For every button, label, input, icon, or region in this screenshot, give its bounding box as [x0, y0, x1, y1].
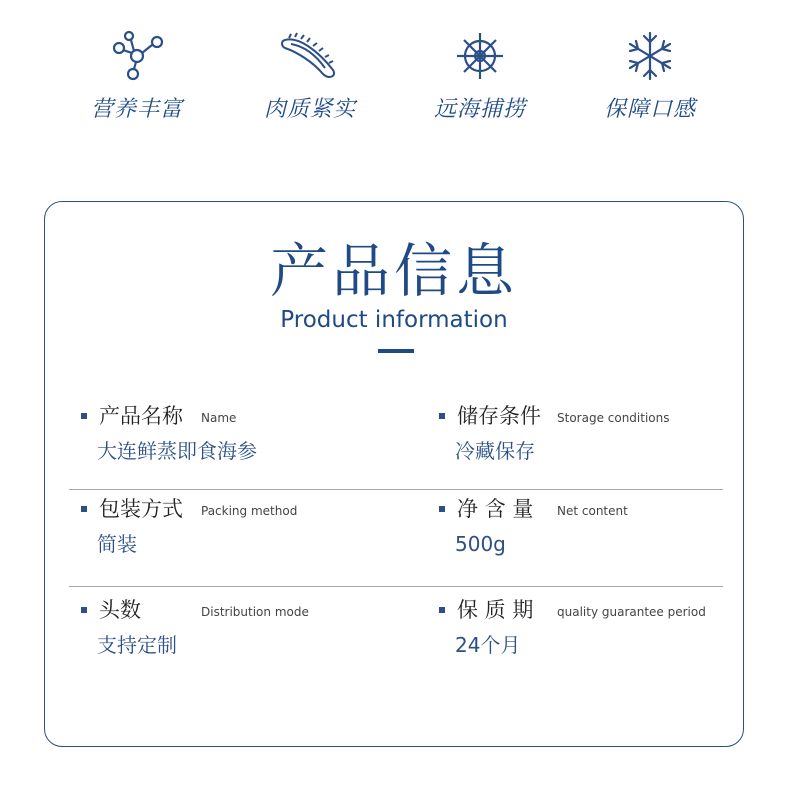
feature-label: 肉质紧实 — [263, 97, 356, 122]
info-item-name — [81, 398, 411, 494]
feature-label: 远海捕捞 — [433, 97, 526, 122]
feature-label: 保障口感 — [603, 97, 696, 122]
section-subtitle: Product information — [280, 307, 508, 333]
snowflake-icon — [575, 30, 725, 82]
info-item-shelf-life — [439, 592, 729, 688]
info-label: 头数 — [99, 598, 141, 622]
title-underline — [378, 349, 414, 353]
feature-deep-sea — [405, 30, 555, 123]
info-value: 简装 — [97, 532, 137, 556]
bullet-icon — [439, 413, 445, 419]
info-label-en: Storage conditions — [557, 411, 670, 425]
info-value: 冷藏保存 — [455, 439, 535, 463]
feature-strip — [0, 30, 790, 130]
info-row — [69, 398, 723, 494]
info-row — [69, 592, 723, 688]
info-label-en: Packing method — [201, 504, 298, 518]
info-label: 保 质 期 — [457, 598, 534, 622]
info-item-storage — [439, 398, 729, 494]
info-label: 产品名称 — [99, 404, 183, 428]
info-item-packing — [81, 491, 411, 587]
feature-texture — [235, 30, 385, 123]
section-title: 产品信息 — [269, 237, 518, 305]
info-item-net-content — [439, 491, 729, 587]
bullet-icon — [81, 413, 87, 419]
bullet-icon — [81, 506, 87, 512]
info-label: 净 含 量 — [457, 497, 534, 521]
info-label-en: Net content — [557, 504, 628, 518]
info-value: 24个月 — [455, 633, 521, 657]
bullet-icon — [439, 607, 445, 613]
info-value: 大连鲜蒸即食海参 — [97, 439, 257, 463]
feature-taste — [575, 30, 725, 123]
info-label-en: Distribution mode — [201, 605, 309, 619]
row-divider — [69, 489, 723, 490]
bullet-icon — [81, 607, 87, 613]
row-divider — [69, 586, 723, 587]
info-label-en: Name — [201, 411, 237, 425]
info-item-count — [81, 592, 411, 688]
feature-nutrition — [62, 30, 212, 123]
molecule-icon — [62, 30, 212, 82]
info-row — [69, 491, 723, 587]
product-info-card — [44, 201, 744, 747]
info-value: 500g — [455, 532, 506, 556]
info-value: 支持定制 — [97, 633, 177, 657]
bullet-icon — [439, 506, 445, 512]
feature-label: 营养丰富 — [90, 97, 183, 122]
info-label: 包装方式 — [99, 497, 183, 521]
sea-cucumber-icon — [235, 30, 385, 82]
info-label-en: quality guarantee period — [557, 605, 706, 619]
ship-wheel-icon — [405, 30, 555, 82]
info-label: 储存条件 — [457, 404, 541, 428]
